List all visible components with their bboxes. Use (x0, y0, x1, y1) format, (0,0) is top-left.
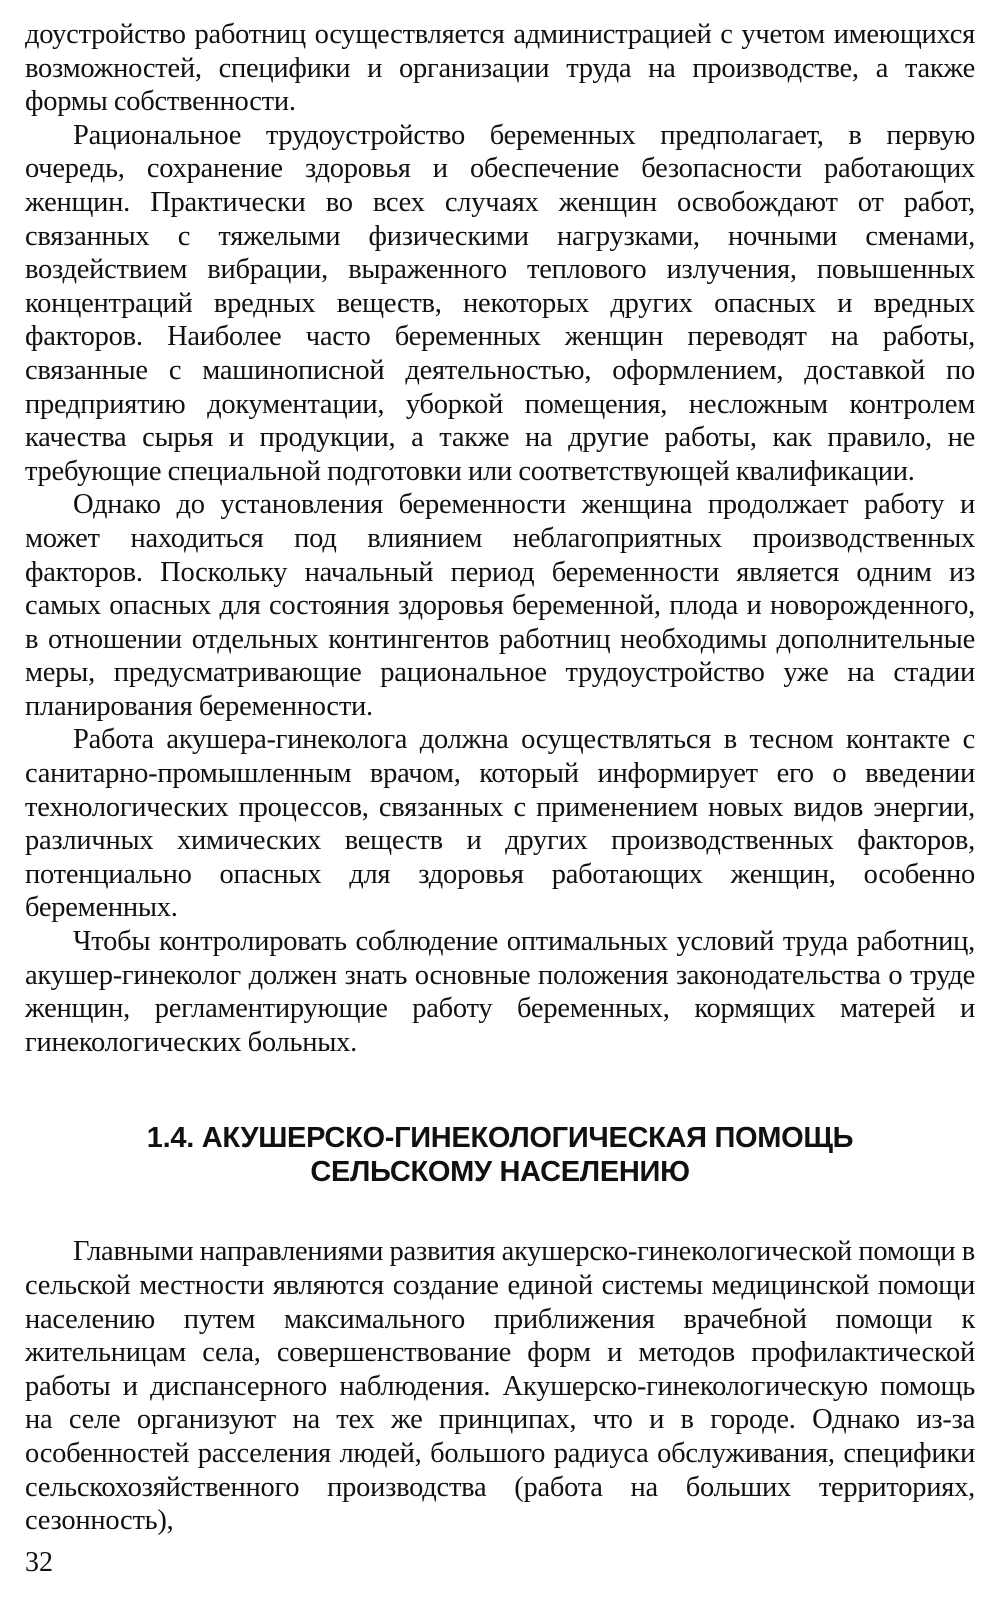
section-heading-line-2: СЕЛЬСКОМУ НАСЕЛЕНИЮ (310, 1156, 690, 1189)
body-text-before-heading (25, 18, 975, 1059)
page-number: 32 (25, 1547, 53, 1578)
paragraph-before-pregnancy: Однако до установления беременности женщина продолжает работу и может находиться под влиянием неблагоприятных производственных факторов. Поскольку начальный период беременности является одним из самых опасных для состояния здоровья беременной, плода и новорожденного, в отношении отдельных контингентов работниц необходимы дополнительные меры, предусматривающие рациональное трудоустройство уже на стадии планирования беременности. (25, 489, 975, 722)
paragraph-continuation: доустройство работниц осуществляется администрацией с учетом имеющихся возможностей, специфики и организации труда на производстве, а также формы собственности. (25, 19, 975, 118)
paragraph-rational-employment: Рациональное трудоустройство беременных предполагает, в первую очередь, сохранение здоровья и обеспечение безопасности работающих женщин. Практически во всех случаях женщин освобождают от работ, связанных с тяжелыми физическими нагрузками, ночными сменами, воздействием вибрации, выраженного теплового излучения, повышенных концентраций вредных веществ, некоторых других опасных и вредных факторов. Наиболее часто беременных женщин переводят на работы, связанные с машинописной деятельностью, оформлением, доставкой по предприятию документации, уборкой помещения, несложным контролем качества сырья и продукции, а также на другие работы, как правило, не требующие специальной подготовки или соответствующей квалификации. (25, 119, 975, 487)
paragraph-sanitary-physician: Работа акушера-гинеколога должна осуществляться в тесном контакте с санитарно-промышленным врачом, который информирует его о введении технологических процессов, связанных с применением новых видов энергии, различных химических веществ и других производственных факторов, потенциально опасных для здоровья работающих женщин, особенно беременных. (25, 724, 975, 924)
paragraph-labor-legislation: Чтобы контролировать соблюдение оптимальных условий труда работниц, акушер-гинеколог должен знать основные положения законодательства о труде женщин, регламентирующие работу беременных, кормящих матерей и гинекологических больных. (25, 926, 975, 1058)
body-text-after-heading (25, 1235, 975, 1537)
section-heading-line-1: 1.4. АКУШЕРСКО-ГИНЕКОЛОГИЧЕСКАЯ ПОМОЩЬ (146, 1122, 854, 1155)
section-heading (25, 1121, 975, 1189)
paragraph-rural-care: Главными направлениями развития акушерско-гинекологической помощи в сельской местности являются создание единой системы медицинской помощи населению путем максимального приближения врачебной помощи к жительницам села, совершенствование форм и методов профилактической работы и диспансерного наблюдения. Акушерско-гинекологическую помощь на селе организуют на тех же принципах, что и в городе. Однако из-за особенностей расселения людей, большого радиуса обслуживания, специфики сельскохозяйственного производства (работа на больших территориях, сезонность), (25, 1236, 975, 1537)
